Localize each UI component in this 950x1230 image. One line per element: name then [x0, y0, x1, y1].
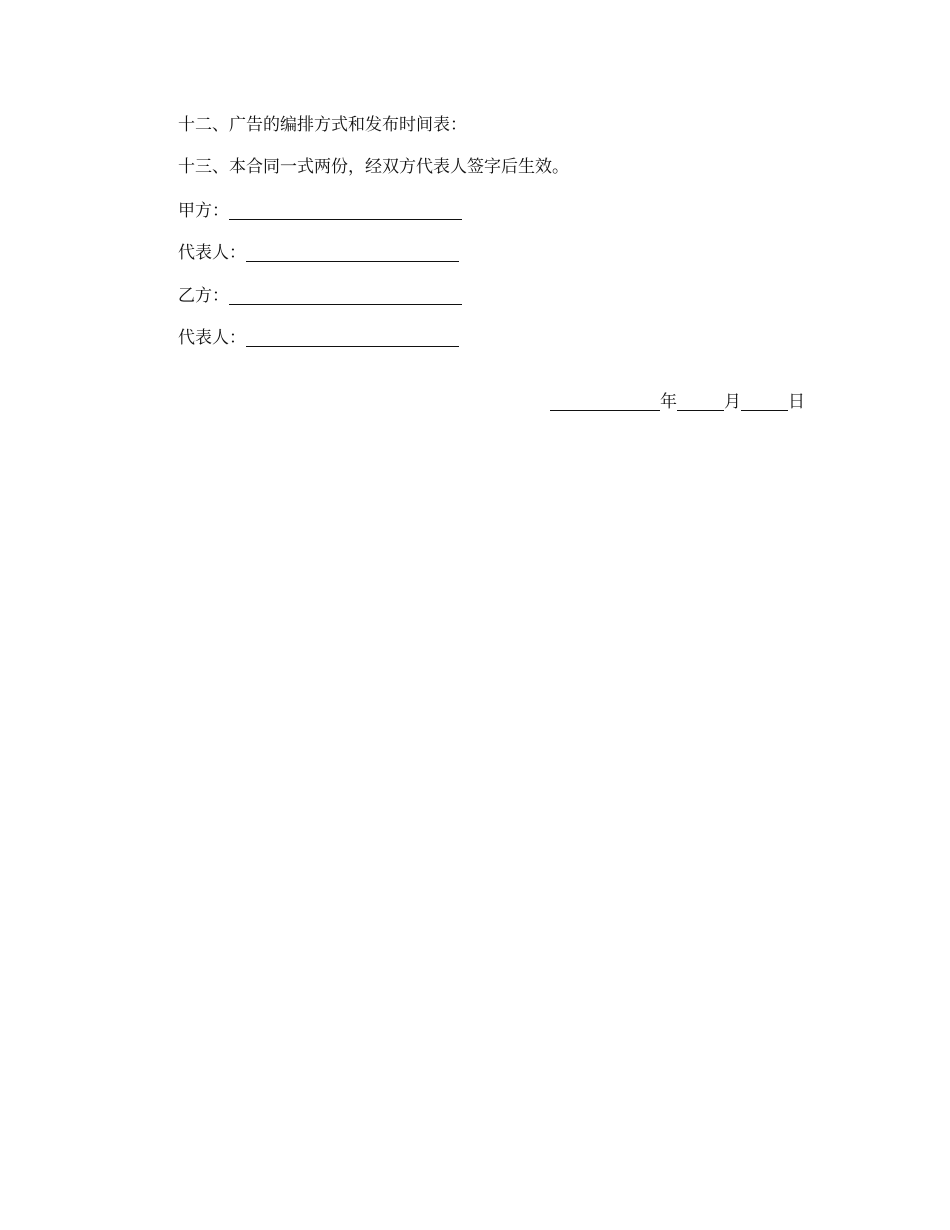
signing-date [550, 389, 805, 413]
clause-twelve: 十二、广告的编排方式和发布时间表： [178, 115, 467, 135]
party-a-representative-signature-line[interactable] [246, 243, 459, 262]
year-blank[interactable] [550, 392, 660, 411]
party-a-signature-row [178, 198, 462, 222]
month-blank[interactable] [677, 392, 724, 411]
party-b-representative-signature-line[interactable] [246, 328, 459, 347]
day-blank[interactable] [741, 392, 788, 411]
party-b-signature-row [178, 283, 462, 307]
party-a-representative-row [178, 240, 459, 264]
clause-thirteen: 十三、本合同一式两份，经双方代表人签字后生效。 [178, 157, 569, 177]
party-a-signature-line[interactable] [229, 201, 462, 220]
party-a-label: 甲方： [178, 201, 229, 221]
party-b-representative-row [178, 325, 459, 349]
party-a-representative-label: 代表人： [178, 243, 246, 263]
party-b-signature-line[interactable] [229, 286, 462, 305]
day-label: 日 [788, 392, 805, 412]
year-label: 年 [660, 392, 677, 412]
party-b-label: 乙方： [178, 286, 229, 306]
month-label: 月 [724, 392, 741, 412]
party-b-representative-label: 代表人： [178, 328, 246, 348]
